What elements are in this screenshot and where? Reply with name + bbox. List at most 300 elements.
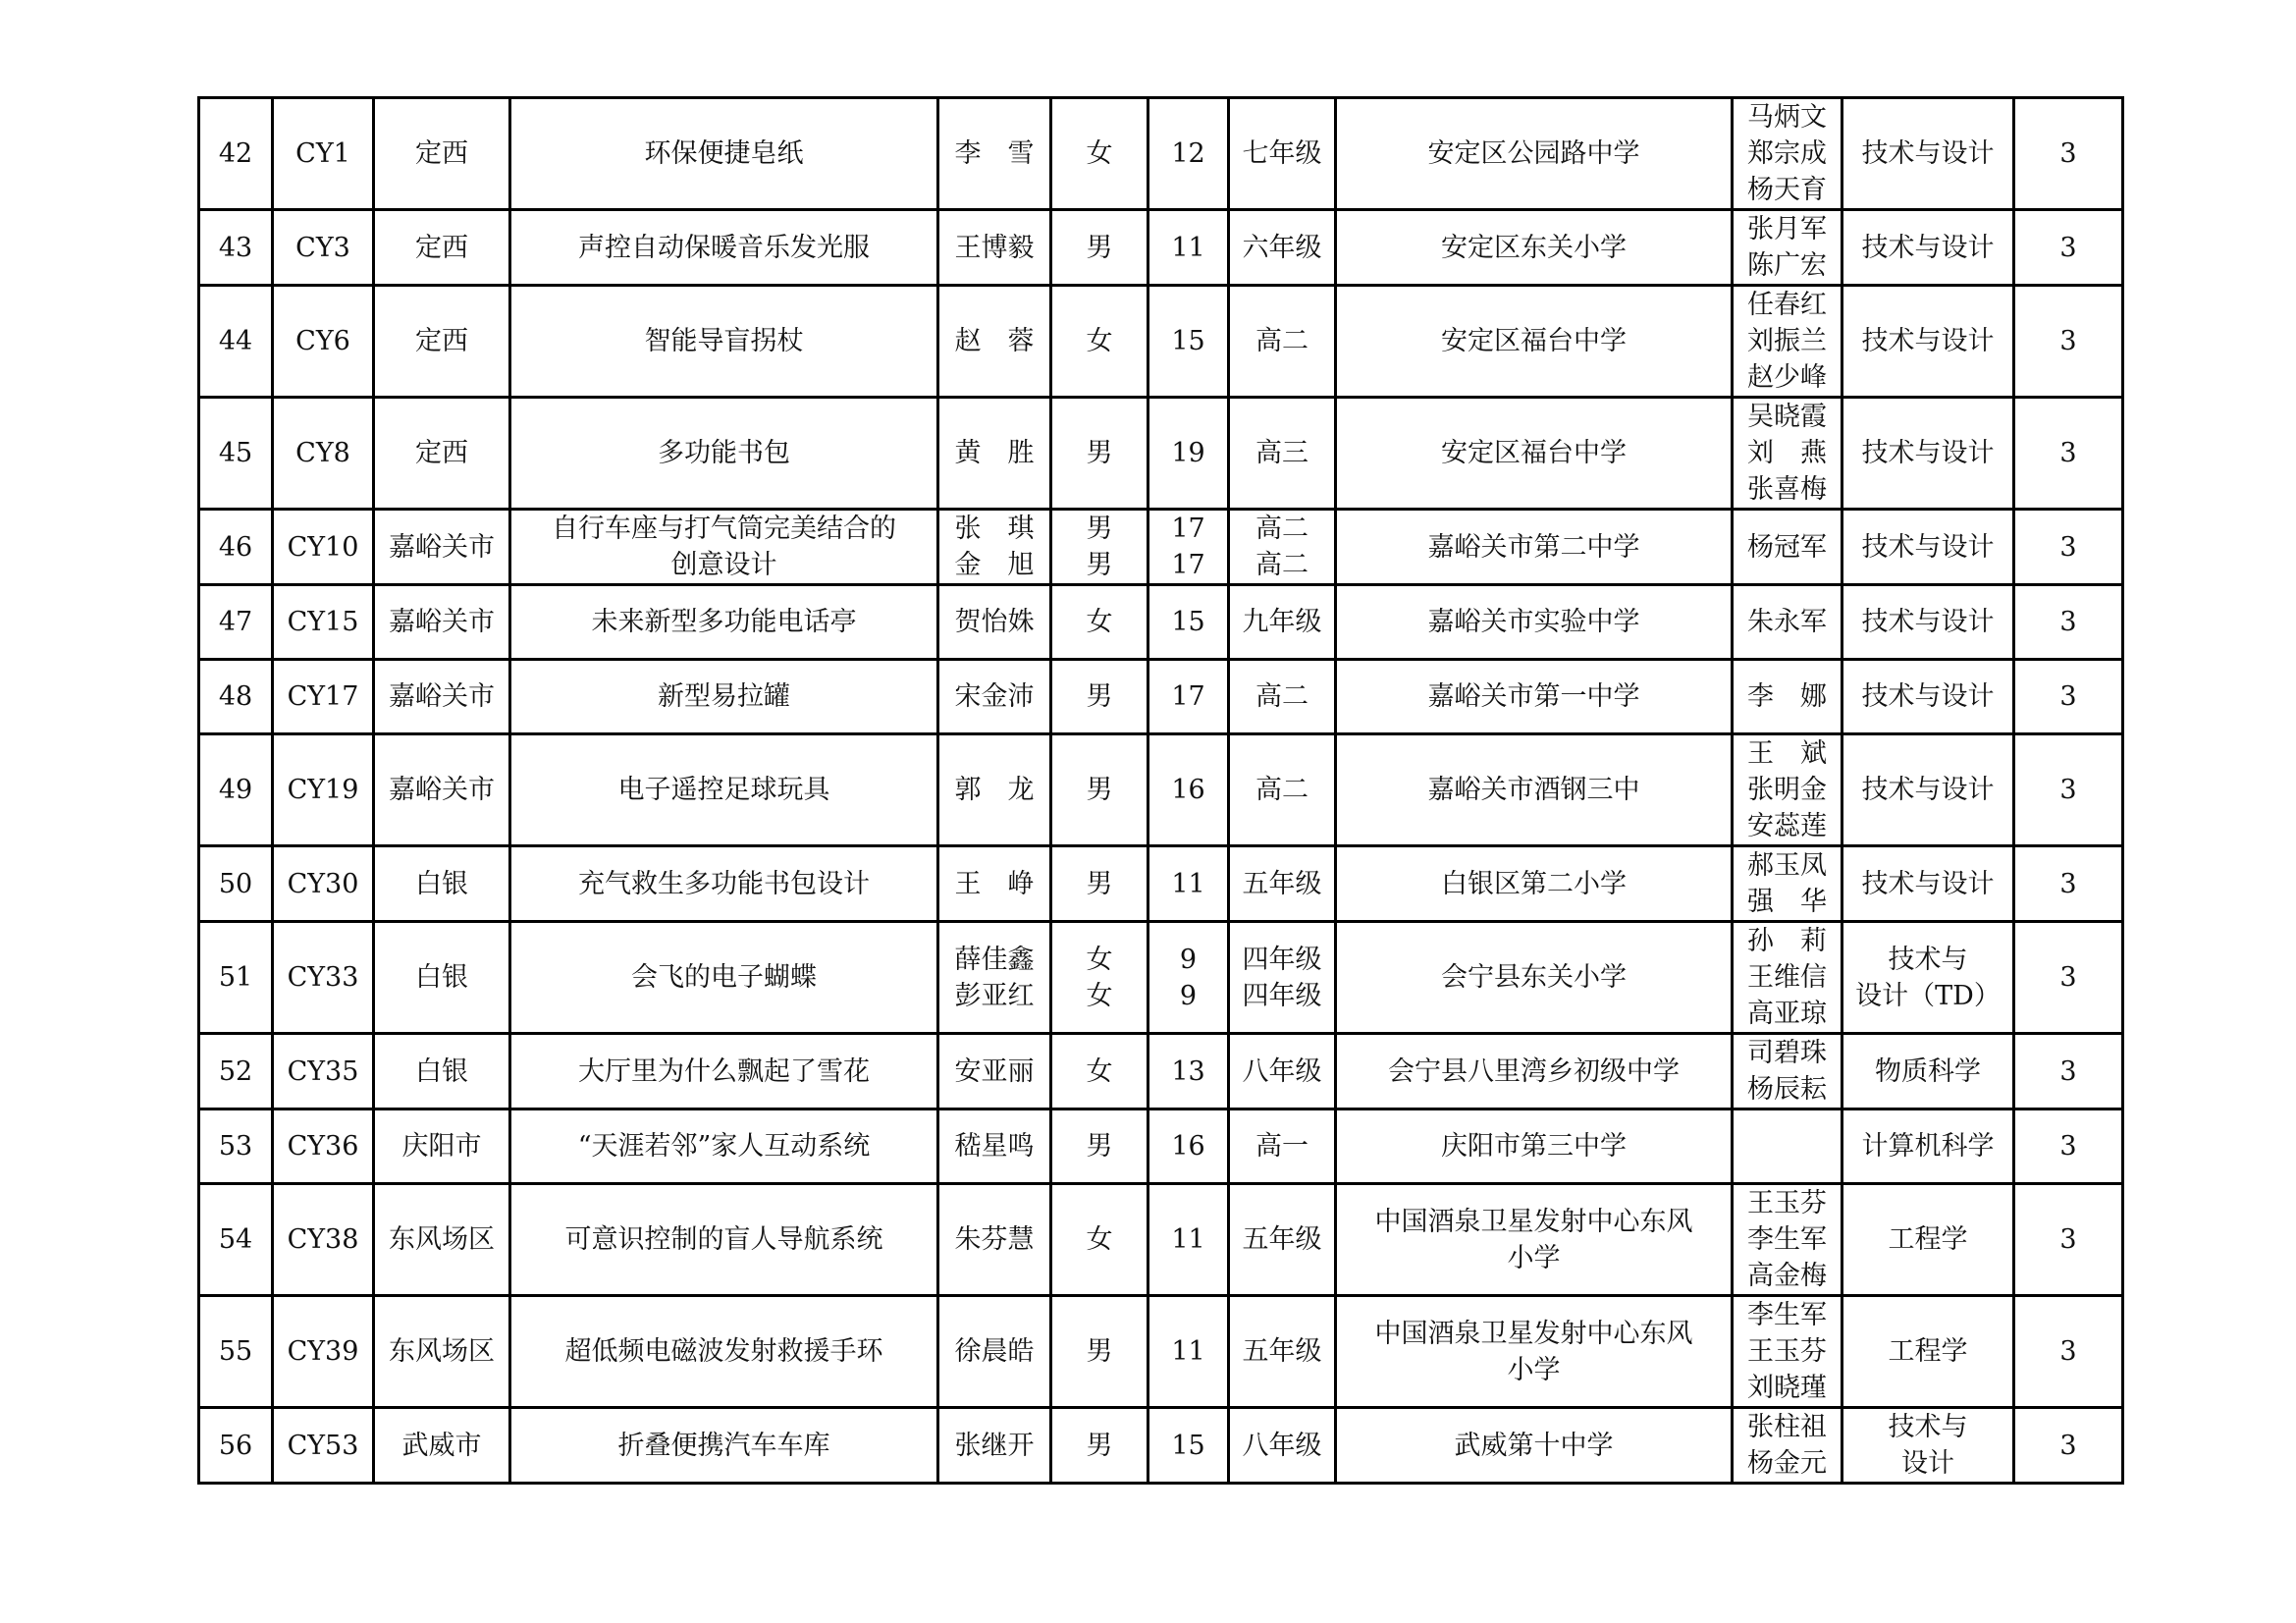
row-number-cell: 48 <box>199 660 273 734</box>
teacher-line: 张柱祖 <box>1747 1412 1827 1442</box>
category-line: 技术与设计 <box>1861 681 1995 712</box>
table-row <box>199 585 2123 660</box>
project-code-cell: CY15 <box>273 585 374 660</box>
category-cell <box>1842 1408 2014 1484</box>
award-level-cell: 3 <box>2014 734 2123 846</box>
school-line: 嘉峪关市第一中学 <box>1427 681 1640 712</box>
school-cell <box>1336 734 1733 846</box>
teacher-line: 张明金 <box>1747 775 1827 805</box>
teacher-line: 陈广宏 <box>1747 250 1827 281</box>
teacher-cell <box>1733 1109 1842 1184</box>
age-line: 12 <box>1171 138 1205 169</box>
teacher-cell <box>1733 1184 1842 1296</box>
age-line: 19 <box>1171 438 1205 468</box>
project-title-line: 超低频电磁波发射救援手环 <box>564 1336 883 1367</box>
grade-cell <box>1229 286 1336 398</box>
grade-cell <box>1229 510 1336 585</box>
project-title-line: 可意识控制的盲人导航系统 <box>564 1224 883 1255</box>
age-line: 16 <box>1171 775 1205 805</box>
school-line: 嘉峪关市酒钢三中 <box>1427 775 1640 805</box>
student-name-cell <box>938 510 1051 585</box>
project-code-cell: CY19 <box>273 734 374 846</box>
project-title-line: 智能导盲拐杖 <box>644 326 804 356</box>
teacher-line: 郝玉凤 <box>1747 850 1827 881</box>
region-cell: 定西 <box>374 210 510 286</box>
region-cell: 嘉峪关市 <box>374 734 510 846</box>
teacher-line: 安蕊莲 <box>1747 811 1827 841</box>
age-cell <box>1148 98 1229 210</box>
age-line: 15 <box>1171 1430 1205 1461</box>
school-cell <box>1336 585 1733 660</box>
teacher-cell <box>1733 660 1842 734</box>
table-row <box>199 1184 2123 1296</box>
grade-cell <box>1229 1408 1336 1484</box>
teacher-line: 任春红 <box>1747 290 1827 320</box>
gender-cell <box>1051 98 1148 210</box>
grade-line: 五年级 <box>1242 868 1322 899</box>
student-name-line: 彭亚红 <box>954 980 1035 1011</box>
age-cell <box>1148 398 1229 510</box>
age-cell <box>1148 210 1229 286</box>
teacher-line: 张喜梅 <box>1747 474 1827 505</box>
school-cell <box>1336 286 1733 398</box>
table-row <box>199 1034 2123 1109</box>
teacher-line: 李 娜 <box>1747 681 1827 712</box>
project-code-cell: CY53 <box>273 1408 374 1484</box>
project-title-line: 新型易拉罐 <box>658 681 790 712</box>
grade-line: 五年级 <box>1242 1336 1322 1367</box>
teacher-cell <box>1733 1034 1842 1109</box>
gender-line: 男 <box>1086 1131 1113 1162</box>
row-number-cell: 51 <box>199 922 273 1034</box>
table-row <box>199 1408 2123 1484</box>
age-line: 17 <box>1171 514 1205 544</box>
project-title-cell <box>510 585 938 660</box>
award-level-cell: 3 <box>2014 1408 2123 1484</box>
school-line: 安定区东关小学 <box>1441 232 1627 263</box>
grade-cell <box>1229 1034 1336 1109</box>
row-number-cell: 47 <box>199 585 273 660</box>
student-name-cell <box>938 1109 1051 1184</box>
grade-line: 高二 <box>1255 775 1308 805</box>
region-cell: 嘉峪关市 <box>374 585 510 660</box>
student-name-cell <box>938 660 1051 734</box>
gender-line: 女 <box>1086 944 1113 975</box>
project-title-cell <box>510 98 938 210</box>
school-cell <box>1336 510 1733 585</box>
teacher-line: 刘振兰 <box>1747 326 1827 356</box>
gender-cell <box>1051 846 1148 922</box>
category-cell <box>1842 922 2014 1034</box>
row-number-cell: 50 <box>199 846 273 922</box>
region-cell: 庆阳市 <box>374 1109 510 1184</box>
project-code-cell: CY3 <box>273 210 374 286</box>
school-line: 小学 <box>1507 1354 1561 1385</box>
grade-cell <box>1229 210 1336 286</box>
age-cell <box>1148 922 1229 1034</box>
teacher-cell <box>1733 1296 1842 1408</box>
project-code-cell: CY6 <box>273 286 374 398</box>
teacher-line: 杨冠军 <box>1747 531 1827 563</box>
project-title-line: 折叠便携汽车车库 <box>617 1430 830 1461</box>
category-line: 技术与设计 <box>1861 326 1995 356</box>
award-level-cell: 3 <box>2014 210 2123 286</box>
teacher-line: 刘晓瑾 <box>1747 1373 1827 1403</box>
project-code-cell: CY10 <box>273 510 374 585</box>
row-number-cell: 42 <box>199 98 273 210</box>
teacher-line: 司碧珠 <box>1747 1038 1827 1068</box>
age-line: 15 <box>1171 326 1205 356</box>
gender-line: 女 <box>1086 326 1113 356</box>
student-name-cell <box>938 98 1051 210</box>
project-title-cell <box>510 660 938 734</box>
region-cell: 东风场区 <box>374 1296 510 1408</box>
school-line: 白银区第二小学 <box>1441 868 1627 899</box>
teacher-line: 张月军 <box>1747 214 1827 244</box>
gender-line: 男 <box>1086 868 1113 899</box>
region-cell: 东风场区 <box>374 1184 510 1296</box>
student-name-line: 安亚丽 <box>954 1055 1035 1087</box>
student-name-cell <box>938 1034 1051 1109</box>
teacher-cell <box>1733 922 1842 1034</box>
gender-line: 男 <box>1086 775 1113 805</box>
grade-line: 九年级 <box>1242 607 1322 637</box>
student-name-cell <box>938 398 1051 510</box>
age-line: 11 <box>1171 232 1205 263</box>
gender-cell <box>1051 1296 1148 1408</box>
row-number-cell: 53 <box>199 1109 273 1184</box>
project-code-cell: CY8 <box>273 398 374 510</box>
gender-cell <box>1051 1184 1148 1296</box>
school-cell <box>1336 1109 1733 1184</box>
age-line: 16 <box>1171 1131 1205 1162</box>
project-title-cell <box>510 510 938 585</box>
teacher-line: 吴晓霞 <box>1747 402 1827 432</box>
teacher-line: 高金梅 <box>1747 1261 1827 1291</box>
age-cell <box>1148 286 1229 398</box>
age-line: 13 <box>1171 1055 1205 1087</box>
gender-line: 女 <box>1086 1224 1113 1255</box>
award-level-cell: 3 <box>2014 398 2123 510</box>
age-cell <box>1148 1034 1229 1109</box>
age-cell <box>1148 1408 1229 1484</box>
student-name-cell <box>938 1184 1051 1296</box>
gender-cell <box>1051 585 1148 660</box>
row-number-cell: 52 <box>199 1034 273 1109</box>
teacher-line: 王玉芬 <box>1747 1188 1827 1218</box>
grade-line: 高二 <box>1255 550 1308 580</box>
table-row <box>199 1109 2123 1184</box>
student-name-line: 朱芬慧 <box>954 1224 1035 1255</box>
teacher-line: 王 斌 <box>1747 738 1827 769</box>
student-name-line: 赵 蓉 <box>954 326 1035 356</box>
project-title-cell <box>510 734 938 846</box>
student-name-cell <box>938 286 1051 398</box>
table-row <box>199 734 2123 846</box>
category-cell <box>1842 1184 2014 1296</box>
student-name-cell <box>938 734 1051 846</box>
project-title-cell <box>510 922 938 1034</box>
category-line: 技术与设计 <box>1861 868 1995 899</box>
project-code-cell: CY35 <box>273 1034 374 1109</box>
age-cell <box>1148 660 1229 734</box>
category-cell <box>1842 1109 2014 1184</box>
student-name-cell <box>938 1408 1051 1484</box>
teacher-cell <box>1733 1408 1842 1484</box>
project-title-line: 电子遥控足球玩具 <box>617 775 830 805</box>
grade-line: 八年级 <box>1242 1430 1322 1461</box>
award-table <box>197 96 2124 1485</box>
age-line: 9 <box>1179 944 1198 975</box>
student-name-line: 王博毅 <box>954 232 1035 263</box>
teacher-line: 杨金元 <box>1747 1448 1827 1479</box>
category-line: 技术与设计 <box>1861 775 1995 805</box>
grade-cell <box>1229 846 1336 922</box>
project-code-cell: CY38 <box>273 1184 374 1296</box>
project-code-cell: CY39 <box>273 1296 374 1408</box>
row-number-cell: 43 <box>199 210 273 286</box>
category-line: 设计（TD） <box>1855 980 2001 1011</box>
grade-line: 高一 <box>1255 1131 1308 1162</box>
grade-line: 高二 <box>1255 681 1308 712</box>
category-cell <box>1842 98 2014 210</box>
school-line: 庆阳市第三中学 <box>1441 1131 1627 1162</box>
school-line: 嘉峪关市实验中学 <box>1427 607 1640 637</box>
project-code-cell: CY17 <box>273 660 374 734</box>
region-cell: 定西 <box>374 98 510 210</box>
gender-line: 男 <box>1086 232 1113 263</box>
category-cell <box>1842 210 2014 286</box>
age-cell <box>1148 734 1229 846</box>
project-code-cell: CY36 <box>273 1109 374 1184</box>
grade-cell <box>1229 1109 1336 1184</box>
gender-cell <box>1051 1034 1148 1109</box>
region-cell: 定西 <box>374 286 510 398</box>
grade-cell <box>1229 1296 1336 1408</box>
teacher-cell <box>1733 510 1842 585</box>
gender-cell <box>1051 1109 1148 1184</box>
teacher-line: 孙 莉 <box>1747 926 1827 956</box>
row-number-cell: 44 <box>199 286 273 398</box>
teacher-cell <box>1733 846 1842 922</box>
gender-line: 女 <box>1086 138 1113 169</box>
category-line: 技术与设计 <box>1861 531 1995 563</box>
school-cell <box>1336 210 1733 286</box>
project-title-cell <box>510 1184 938 1296</box>
teacher-cell <box>1733 98 1842 210</box>
student-name-line: 王 峥 <box>954 868 1035 899</box>
grade-cell <box>1229 585 1336 660</box>
project-title-line: 创意设计 <box>670 550 777 580</box>
grade-cell <box>1229 1184 1336 1296</box>
project-title-cell <box>510 1408 938 1484</box>
gender-line: 女 <box>1086 1055 1113 1087</box>
category-line: 工程学 <box>1888 1224 1968 1255</box>
category-cell <box>1842 1296 2014 1408</box>
student-name-line: 薛佳鑫 <box>954 944 1035 975</box>
project-code-cell: CY1 <box>273 98 374 210</box>
teacher-line: 赵少峰 <box>1747 362 1827 393</box>
age-line: 9 <box>1179 980 1198 1011</box>
school-line: 安定区福台中学 <box>1441 438 1627 468</box>
award-level-cell: 3 <box>2014 846 2123 922</box>
student-name-line: 郭 龙 <box>954 775 1035 805</box>
student-name-cell <box>938 1296 1051 1408</box>
gender-line: 女 <box>1086 607 1113 637</box>
table-row <box>199 398 2123 510</box>
project-title-line: 会飞的电子蝴蝶 <box>631 962 817 993</box>
age-cell <box>1148 846 1229 922</box>
gender-cell <box>1051 510 1148 585</box>
row-number-cell: 56 <box>199 1408 273 1484</box>
school-line: 安定区公园路中学 <box>1427 138 1640 169</box>
age-line: 17 <box>1171 681 1205 712</box>
grade-cell <box>1229 922 1336 1034</box>
award-level-cell: 3 <box>2014 1109 2123 1184</box>
grade-cell <box>1229 660 1336 734</box>
gender-cell <box>1051 660 1148 734</box>
project-code-cell: CY30 <box>273 846 374 922</box>
category-line: 设计 <box>1901 1448 1954 1479</box>
teacher-line: 强 华 <box>1747 887 1827 917</box>
row-number-cell: 55 <box>199 1296 273 1408</box>
gender-line: 男 <box>1086 550 1113 580</box>
category-line: 工程学 <box>1888 1336 1968 1367</box>
school-line: 小学 <box>1507 1242 1561 1273</box>
project-title-line: 声控自动保暖音乐发光服 <box>578 232 870 263</box>
grade-line: 四年级 <box>1242 944 1322 975</box>
teacher-cell <box>1733 734 1842 846</box>
region-cell: 定西 <box>374 398 510 510</box>
school-line: 安定区福台中学 <box>1441 326 1627 356</box>
project-title-cell <box>510 846 938 922</box>
award-level-cell: 3 <box>2014 98 2123 210</box>
region-cell: 嘉峪关市 <box>374 510 510 585</box>
school-line: 会宁县东关小学 <box>1441 962 1627 993</box>
school-line: 中国酒泉卫星发射中心东风 <box>1374 1318 1693 1349</box>
gender-line: 女 <box>1086 980 1113 1011</box>
age-line: 11 <box>1171 1336 1205 1367</box>
grade-line: 高二 <box>1255 514 1308 544</box>
school-cell <box>1336 660 1733 734</box>
age-line: 15 <box>1171 607 1205 637</box>
gender-cell <box>1051 286 1148 398</box>
gender-cell <box>1051 1408 1148 1484</box>
teacher-line: 刘 燕 <box>1747 438 1827 468</box>
category-line: 技术与 <box>1888 944 1968 975</box>
grade-cell <box>1229 734 1336 846</box>
table-row <box>199 922 2123 1034</box>
school-line: 会宁县八里湾乡初级中学 <box>1388 1055 1680 1087</box>
project-title-line: 多功能书包 <box>658 438 790 468</box>
region-cell: 白银 <box>374 922 510 1034</box>
gender-cell <box>1051 210 1148 286</box>
age-line: 11 <box>1171 868 1205 899</box>
student-name-line: 金 旭 <box>954 550 1035 580</box>
gender-cell <box>1051 922 1148 1034</box>
school-line: 嘉峪关市第二中学 <box>1427 531 1640 563</box>
school-cell <box>1336 1034 1733 1109</box>
table-row <box>199 1296 2123 1408</box>
age-cell <box>1148 1184 1229 1296</box>
project-title-line: 环保便捷皂纸 <box>644 138 804 169</box>
project-title-line: 大厅里为什么飘起了雪花 <box>578 1055 870 1087</box>
student-name-cell <box>938 585 1051 660</box>
age-cell <box>1148 1109 1229 1184</box>
student-name-line: 黄 胜 <box>954 438 1035 468</box>
award-level-cell: 3 <box>2014 1184 2123 1296</box>
row-number-cell: 45 <box>199 398 273 510</box>
teacher-line: 李生军 <box>1747 1300 1827 1330</box>
gender-line: 男 <box>1086 1430 1113 1461</box>
project-title-cell <box>510 1296 938 1408</box>
teacher-cell <box>1733 286 1842 398</box>
project-title-line: 充气救生多功能书包设计 <box>578 868 870 899</box>
award-level-cell: 3 <box>2014 510 2123 585</box>
school-line: 武威第十中学 <box>1454 1430 1614 1461</box>
project-title-cell <box>510 398 938 510</box>
grade-line: 六年级 <box>1242 232 1322 263</box>
category-cell <box>1842 734 2014 846</box>
age-line: 11 <box>1171 1224 1205 1255</box>
project-title-cell <box>510 210 938 286</box>
school-cell <box>1336 1184 1733 1296</box>
award-level-cell: 3 <box>2014 585 2123 660</box>
school-cell <box>1336 1296 1733 1408</box>
school-cell <box>1336 98 1733 210</box>
category-cell <box>1842 286 2014 398</box>
table-row <box>199 98 2123 210</box>
gender-line: 男 <box>1086 681 1113 712</box>
grade-line: 七年级 <box>1242 138 1322 169</box>
category-line: 物质科学 <box>1875 1055 1981 1087</box>
grade-cell <box>1229 398 1336 510</box>
teacher-cell <box>1733 398 1842 510</box>
school-cell <box>1336 922 1733 1034</box>
category-cell <box>1842 846 2014 922</box>
region-cell: 嘉峪关市 <box>374 660 510 734</box>
project-code-cell: CY33 <box>273 922 374 1034</box>
grade-line: 八年级 <box>1242 1055 1322 1087</box>
award-level-cell: 3 <box>2014 1034 2123 1109</box>
student-name-line: 张继开 <box>954 1430 1035 1461</box>
award-level-cell: 3 <box>2014 1296 2123 1408</box>
student-name-line: 徐晨皓 <box>954 1336 1035 1367</box>
project-title-cell <box>510 1109 938 1184</box>
grade-line: 四年级 <box>1242 980 1322 1011</box>
row-number-cell: 46 <box>199 510 273 585</box>
grade-line: 高二 <box>1255 326 1308 356</box>
age-line: 17 <box>1171 550 1205 580</box>
school-line: 中国酒泉卫星发射中心东风 <box>1374 1206 1693 1237</box>
category-cell <box>1842 510 2014 585</box>
region-cell: 白银 <box>374 846 510 922</box>
gender-cell <box>1051 734 1148 846</box>
student-name-cell <box>938 922 1051 1034</box>
table-row <box>199 286 2123 398</box>
teacher-line: 杨辰耘 <box>1747 1074 1827 1105</box>
age-cell <box>1148 1296 1229 1408</box>
gender-line: 男 <box>1086 438 1113 468</box>
award-level-cell: 3 <box>2014 660 2123 734</box>
teacher-line: 高亚琼 <box>1747 999 1827 1029</box>
teacher-line: 杨天育 <box>1747 175 1827 205</box>
teacher-line: 郑宗成 <box>1747 138 1827 169</box>
student-name-line: 张 琪 <box>954 514 1035 544</box>
teacher-cell <box>1733 585 1842 660</box>
age-cell <box>1148 585 1229 660</box>
student-name-line: 嵇星鸣 <box>954 1131 1035 1162</box>
